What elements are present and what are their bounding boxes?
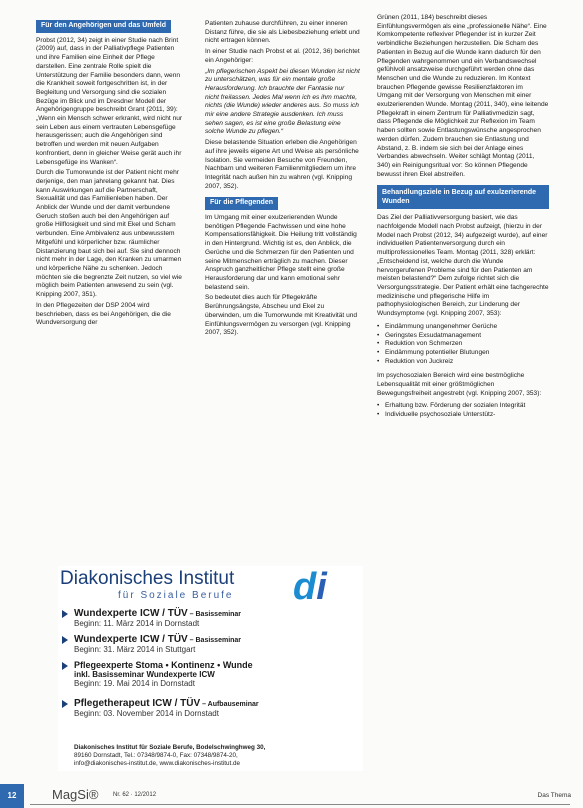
paragraph: Im psychosozialen Bereich wird eine bestmögliche Lebensqualität mit einer größtmöglichen Bewegungsfreiheit angestrebt (vgl. Knipping 2007, 353): bbox=[377, 372, 542, 397]
advertisement-diakonisches-institut[interactable] bbox=[58, 566, 363, 771]
course-date: Beginn: 19. Mai 2014 in Dornstadt bbox=[74, 679, 195, 688]
bullet-list-psychosocial bbox=[377, 402, 549, 419]
paragraph: In einer Studie nach Probst et al. (2012, 36) berichtet ein Angehöriger: bbox=[205, 48, 360, 64]
arrow-right-icon bbox=[62, 610, 68, 618]
logo-letter-d: d bbox=[293, 566, 317, 608]
course-title: Pflegetherapeut ICW / TÜV bbox=[74, 698, 201, 709]
paragraph: So bedeutet dies auch für Pflegekräfte Berührungsängste, Abscheu und Ekel zu überwinden, um die Tumorwunde mit Kreativität und Einfühlungsvermögen zu versorgen (vgl. Knipping 2007, 352). bbox=[205, 294, 358, 337]
list-item: • Erhaltung bzw. Förderung der sozialen Integrität bbox=[377, 402, 549, 411]
ad-title: Diakonisches Institut bbox=[60, 568, 235, 589]
arrow-right-icon bbox=[62, 662, 68, 670]
arrow-right-icon bbox=[62, 636, 68, 644]
rubric-label: Das Thema bbox=[537, 792, 571, 799]
quote: „Im pflegerischen Aspekt bei diesen Wunden ist nicht zu unterschätzen, was für ein mentale große Herausforderung. Ich brauchte der Fantasie nur nicht freilassen. Jedes Mal wenn ich es ihm machte, nichts (die Wunde) wieder anderes aus. So muss ich mir eine andere Strategie ausdenken. Ich muss sehen sagen, es ist eine große Belastung eine solche Wunde zu pflegen.“ bbox=[205, 67, 360, 136]
paragraph: Patienten zuhause durchführen, zu einer inneren Distanz führe, die sie als Liebesbeziehung erlebt und nicht ertragen können. bbox=[205, 20, 360, 45]
paragraph: In den Pflegezeiten der DSP 2004 wird beschrieben, dass es bei Angehörigen, die die Wundversorgung der bbox=[36, 301, 171, 327]
section-heading-behandlungsziele: Behandlungsziele in Bezug auf exulzerierende Wunden bbox=[377, 185, 549, 209]
column-1 bbox=[36, 20, 184, 330]
paragraph: Das Ziel der Palliativversorgung basiert, wie das nachfolgende Modell nach Probst aufzeigt, (hierzu in der Model nach Probst (2012, 34) aufgezeigt wurde), auf einer individuellen Patientenversorgung durch ein multiprofessionelles Team. Montag (2011, 328) erklärt: „Entscheidend ist, welche durch die Wunde hervorgerufenen Probleme sind für den Patienten am meisten belastend?“ Dem zufolge richtet sich die Versorgungsstrategie. Der Patient erhält eine fachgerechte medizinische und pflegerische Hilfe im pathophysiologischen Bereich, zur Linderung der Wundsymptome (vgl. Knipping 2007, 353): bbox=[377, 214, 549, 318]
course-date: Beginn: 03. November 2014 in Dornstadt bbox=[74, 709, 219, 718]
course-tag: – Aufbauseminar bbox=[200, 701, 259, 708]
paragraph: Probst (2012, 34) zeigt in einer Studie nach Brint (2009) auf, dass in der Palliativpflege Patienten und ihre Familien eine Einheit der Pflege darstellen. Eine zentrale Rolle spielt die Unterstützung der Familie besonders dann, wenn die Krankheit soweit fortgeschritten ist, in der Begleitung und Versorgung sind die sozialen Bezüge im Blick und im Dresdner Modell der Angehörigengruppe beschreibt Grant (2011, 39): „Wenn ein Mensch schwer erkrankt, wird nicht nur sein Leben aus einem vertrauten Lebensgefüge herausgerissen; auch die Angehörigen sind betroffen und werden mit neuen Aufgaben konfrontiert, denn in gleicher Weise gerät auch ihr Lebensgefüge ins Wanken“. bbox=[36, 36, 183, 166]
footer-divider bbox=[30, 804, 570, 805]
list-item: • Individuelle psychosoziale Unterstütz- bbox=[377, 411, 549, 420]
ad-course-item[interactable] bbox=[74, 608, 241, 628]
page-footer bbox=[0, 784, 583, 808]
arrow-right-icon bbox=[62, 700, 68, 708]
course-title-line2: inkl. Basisseminar Wundexperte ICW bbox=[74, 670, 215, 679]
column-3 bbox=[377, 14, 549, 426]
ad-contact-link[interactable]: info@diakonisches-institut.de, www.diakonisches-institut.de bbox=[74, 760, 240, 767]
ad-course-item[interactable] bbox=[74, 660, 253, 688]
paragraph: Im Umgang mit einer exulzerierenden Wunde benötigen Pflegende Fachwissen und eine hohe Kompensationsfähigkeit. Die Heilung tritt vollständig in den Hintergrund. Wichtig ist es, den Anblick, die Gerüche und die Schmerzen für den Patienten und seine Mitmenschen erträglich zu machen. Dieser Anspruch ganzheitlicher Pflege stellt eine große Herausforderung dar und kann emotional sehr belastend sein. bbox=[205, 214, 357, 291]
column-2 bbox=[205, 20, 360, 340]
ad-contact bbox=[74, 744, 265, 768]
bullet-list-symptoms bbox=[377, 323, 549, 367]
section-heading-angehoerige: Für den Angehörigen und das Umfeld bbox=[36, 20, 171, 33]
ad-contact-line: 89160 Dornstadt, Tel.: 07348/9874-0, Fax: 07348/9874-20, bbox=[74, 752, 238, 759]
list-item: • Eindämmung unangenehmer Gerüche bbox=[377, 323, 549, 332]
list-item: • Geringstes Exsudatmanagement bbox=[377, 332, 549, 341]
course-title: Pflegeexperte Stoma • Kontinenz • Wunde bbox=[74, 660, 253, 670]
paragraph: Grünen (2011, 184) beschreibt dieses Einfühlungsvermögen als eine „professionelle Nähe“. Eine Komkompetente reflexiver Pflegender ist in kurzer Zeit verbindliche Beziehungen herzustellen. Die Scham des Patienten in Bezug auf die Wunde kann dadurch für den Pflegenden wahrgenommen und ein Verbandswechsel gefühlvoll ansatzweise durchgeführt werden ohne das Menschen und die Wunde zu reduzieren. Im Kontext brauchen Pflegende gewisse Resilienzfaktoren im Umgang mit der Versorgung von Menschen mit einer exulzerierenden Wunde. Montag (2011, 340), eine leitende Pflegekraft in einem Zentrum für Palliativmedizin sagt, dass Pflegende die Möglichkeit zur Reflexion im Team haben sollten sowie Entlastungswünsche angesprochen werden dürfen. Zudem brauchen sie Entlastung und Abstand, z. B. indem sie sich bei der Anlage eines Verbandes abwechseln. Weiter schlägt Montag (2011, 340) ein Reinigungsritual vor: So können Pflegende bewusst ihren Ekel abstreifen. bbox=[377, 14, 549, 178]
course-date: Beginn: 11. März 2014 in Dornstadt bbox=[74, 619, 200, 628]
paragraph: Durch die Tumorwunde ist der Patient nicht mehr derjenige, den man jahrelang gekannt hat. Dies kann Auswirkungen auf die Partnerschaft, Sexualität und das Familienleben haben. Der Anblick der Wunde und der damit verbundene Geruch stoßen auch bei den Angehörigen auf große Hilflosigkeit und sind mit Ekel und Scham verbunden. Eine Ambivalenz aus unbewusstem Mitgefühl und körperlicher bzw. räumlicher Distanzierung baut sich bei auf. Sie sind dennoch nicht mehr in der Lage, den Kranken zu umarmen und körperliche Nähe zu schenken. Jedoch möchten sie die begrenzte Zeit nutzen, so viel wie möglich beim Patienten anwesend zu sein (vgl. Knipping 2007, 351). bbox=[36, 169, 182, 299]
section-heading-pflegende: Für die Pflegenden bbox=[205, 197, 278, 210]
course-date: Beginn: 31. März 2014 in Stuttgart bbox=[74, 645, 196, 654]
di-logo-icon bbox=[293, 566, 327, 609]
list-item: • Eindämmung potentieller Blutungen bbox=[377, 349, 549, 358]
ad-course-item[interactable] bbox=[74, 634, 241, 654]
course-title: Wundexperte ICW / TÜV bbox=[74, 634, 188, 645]
course-tag: – Basisseminar bbox=[187, 637, 242, 644]
issue-number: Nr. 62 · 12/2012 bbox=[113, 792, 157, 798]
paragraph: Diese belastende Situation erleben die Angehörigen auf ihre jeweils eigene Art und Weise als persönliche Isolation. Sie vermeiden Besuche von Freunden, Nachbarn und weiteren Familienmitgliedern um ihre Integrität nach außen hin zu wahren (vgl. Knipping 2007, 352). bbox=[205, 139, 359, 190]
ad-subtitle: für Soziale Berufe bbox=[118, 590, 234, 601]
ad-contact-line: Diakonisches Institut für Soziale Berufe, Bodelschwinghweg 30, bbox=[74, 744, 266, 751]
magazine-logo: MagSi® bbox=[52, 787, 99, 802]
list-item: • Reduktion von Schmerzen bbox=[377, 340, 549, 349]
ad-course-item[interactable] bbox=[74, 698, 259, 718]
course-tag: – Basisseminar bbox=[187, 611, 242, 618]
course-title: Wundexperte ICW / TÜV bbox=[74, 608, 188, 619]
page-number: 12 bbox=[0, 784, 24, 808]
logo-letter-i: i bbox=[316, 566, 327, 608]
list-item: • Reduktion von Juckreiz bbox=[377, 358, 549, 367]
